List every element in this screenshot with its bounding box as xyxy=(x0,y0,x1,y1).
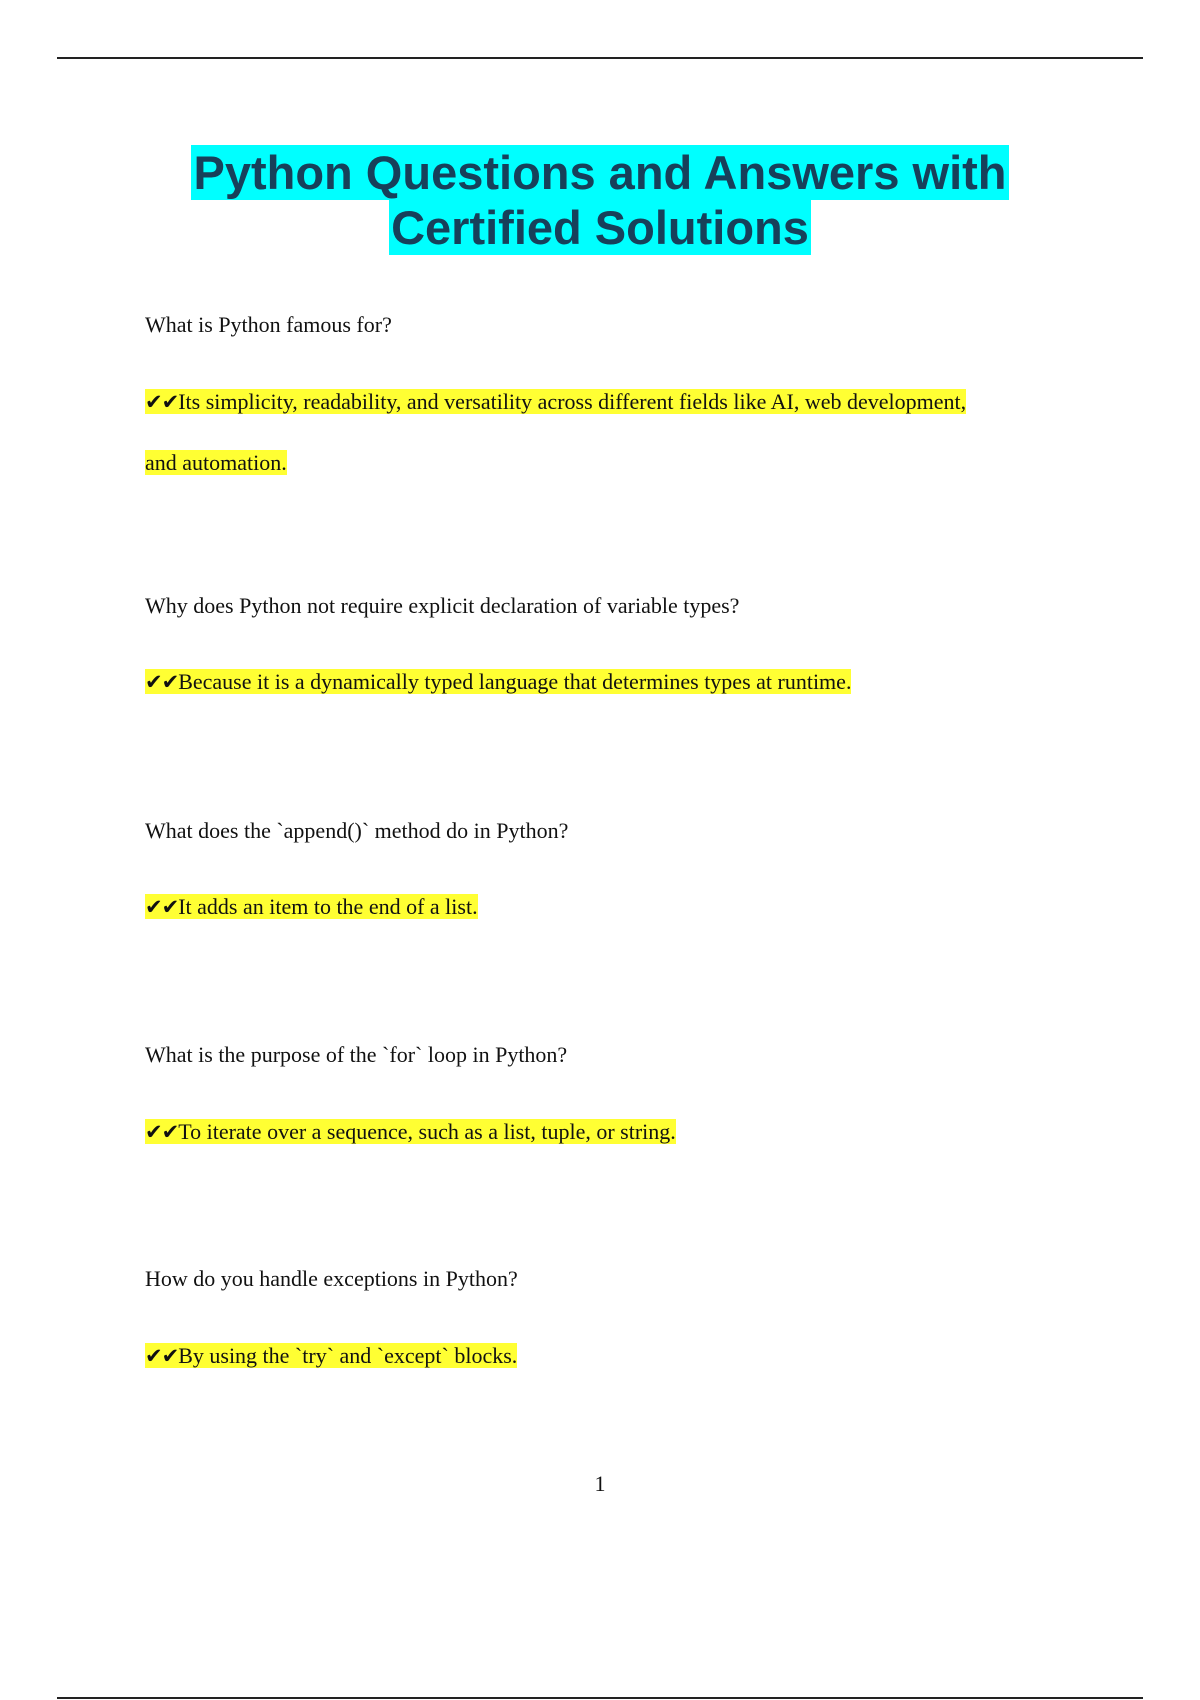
page-number: 1 xyxy=(594,1471,606,1496)
answer-5-text: By using the `try` and `except` blocks. xyxy=(178,1343,518,1368)
question-1: What is Python famous for? xyxy=(145,312,392,337)
footer-rule xyxy=(57,1697,1143,1699)
answer-1-line-1: Its simplicity, readability, and versatility across different fields like AI, web development, xyxy=(178,389,967,414)
question-4: What is the purpose of the `for` loop in Python? xyxy=(145,1042,568,1067)
answer-1 xyxy=(145,388,1065,510)
check-icon: ✔✔ xyxy=(145,895,179,919)
check-icon: ✔✔ xyxy=(145,1120,179,1144)
question-2: Why does Python not require explicit declaration of variable types? xyxy=(145,593,740,618)
header-rule xyxy=(57,57,1143,59)
check-icon: ✔✔ xyxy=(145,1344,179,1368)
answer-3-text: It adds an item to the end of a list. xyxy=(178,894,478,919)
check-icon: ✔✔ xyxy=(145,670,179,694)
question-3: What does the `append()` method do in Python? xyxy=(145,818,569,843)
answer-5 xyxy=(145,1342,517,1370)
title-line-1: Python Questions and Answers with xyxy=(193,146,1007,199)
answer-4-text: To iterate over a sequence, such as a list, tuple, or string. xyxy=(178,1119,676,1144)
answer-2 xyxy=(145,668,851,696)
check-icon: ✔✔ xyxy=(145,390,179,414)
title-line-2: Certified Solutions xyxy=(391,201,809,254)
answer-2-text: Because it is a dynamically typed language that determines types at runtime. xyxy=(178,669,852,694)
document-title xyxy=(0,145,1200,255)
answer-3 xyxy=(145,893,478,921)
question-5: How do you handle exceptions in Python? xyxy=(145,1266,518,1291)
answer-4 xyxy=(145,1118,676,1146)
answer-1-line-2: and automation. xyxy=(145,450,287,475)
